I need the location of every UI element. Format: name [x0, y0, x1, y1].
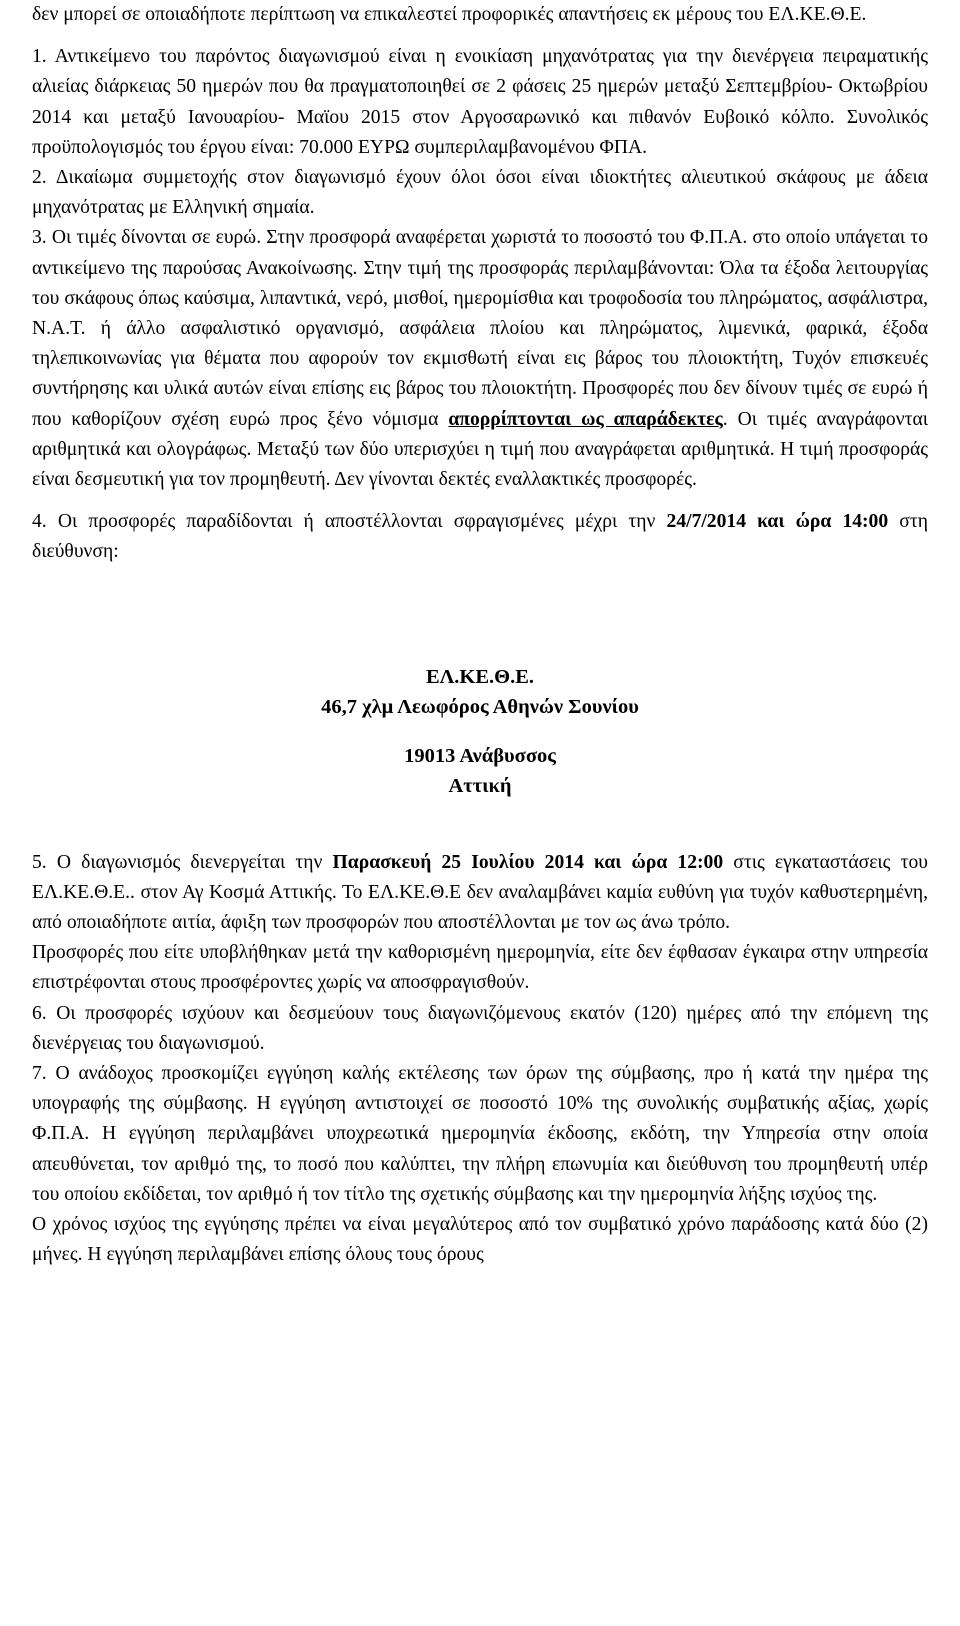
clause-4-submission [32, 507, 928, 567]
clause-5-datetime: Παρασκευή 25 Ιουλίου 2014 και ώρα 12:00 [332, 851, 724, 873]
clause-1-subject: 1. Αντικείμενο του παρόντος διαγωνισμού είναι η ενοικίαση μηχανότρατας για την διενέργεια πειραματικής αλιείας διάρκειας 50 ημερών που θα πραγματοποιηθεί σε 2 φάσεις 25 ημερών μεταξύ Σεπτεμβρίου- Οκτωβρίου 2014 και μεταξύ Ιανουαρίου- Μαϊου 2015 στον Αργοσαρωνικό και πιθανόν Ευβοικό κόλπο. Συνολικός προϋπολογισμός του έργου είναι: 70.000 ΕΥΡΩ συμπεριλαμβανομένου ΦΠΑ. [32, 46, 928, 158]
address-region: Αττική [448, 774, 512, 797]
clause-2-eligibility: 2. Δικαίωμα συμμετοχής στον διαγωνισμό έχουν όλοι όσοι είναι ιδιοκτήτες αλιευτικού σκάφους με άδεια μηχανότρατας με Ελληνική σημαία. [32, 167, 928, 219]
intro-paragraph: δεν μπορεί σε οποιαδήποτε περίπτωση να επικαλεστεί προφορικές απαντήσεις εκ μέρους του ΕΛ.ΚΕ.Θ.Ε. [32, 4, 867, 25]
clause-5-tender-date [32, 848, 928, 939]
clause-6-validity: 6. Οι προσφορές ισχύουν και δεσμεύουν τους διαγωνιζόμενους εκατόν (120) ημέρες από την επόμενη της διενέργειας του διαγωνισμού. [32, 1002, 928, 1054]
clause-5-text-b: στις εγκαταστάσεις του ΕΛ.ΚΕ.Θ.Ε.. στον Αγ Κοσμά Αττικής. Το ΕΛ.ΚΕ.Θ.Ε δεν αναλαμβάνει καμία ευθύνη για τυχόν καθυστερημένη, από οποιαδήποτε αιτία, άφιξη των προσφορών που αποστέλλονται με τον ως άνω τρόπο. [32, 851, 928, 934]
clause-3-prices [32, 223, 928, 495]
submission-address [32, 662, 928, 801]
address-street: 46,7 χλμ Λεωφόρος Αθηνών Σουνίου [321, 695, 639, 718]
address-postcode-city: 19013 Ανάβυσσος [404, 744, 556, 767]
clause-3-rejection-emphasis: απορρίπτονται ως απαράδεκτες [448, 408, 723, 430]
clause-3-text-a: 3. Οι τιμές δίνονται σε ευρώ. Στην προσφορά αναφέρεται χωριστά το ποσοστό του Φ.Π.Α. στο οποίο υπάγεται το αντικείμενο της παρούσας Ανακοίνωσης. Στην τιμή της προσφοράς περιλαμβάνονται: Όλα τα έξοδα λειτουργίας του σκάφους όπως καύσιμα, λιπαντικά, νερό, μισθοί, ημερομίσθια και τροφοδοσία του πληρώματος, ασφάλιστρα, Ν.Α.Τ. ή άλλο ασφαλιστικό οργανισμό, ασφάλεια πλοίου και πληρώματος, λιμενικά, φαρικά, έξοδα τηλεπικοινωνίας για θέματα που αφορούν τον εκμισθωτή είναι εις βάρος του πλοιοκτήτη, Τυχόν επισκευές συντήρησης και υλικά αυτών είναι επίσης εις βάρος του πλοιοκτήτη. Προσφορές που δεν δίνουν τιμές σε ευρώ ή που καθορίζουν σχέση ευρώ προς ξένο νόμισμα [32, 227, 928, 430]
clause-4-deadline: 24/7/2014 και ώρα 14:00 [666, 511, 889, 533]
clause-5-text-a: 5. Ο διαγωνισμός διενεργείται την [32, 851, 333, 873]
late-offers-paragraph: Προσφορές που είτε υποβλήθηκαν μετά την καθορισμένη ημερομηνία, είτε δεν έφθασαν έγκαιρα στην υπηρεσία επιστρέφονται στους προσφέροντες χωρίς να αποσφραγισθούν. [32, 942, 928, 994]
address-organization: ΕΛ.ΚΕ.Θ.Ε. [425, 665, 535, 688]
clause-4-text-b: στη διεύθυνση: [32, 511, 928, 563]
guarantee-duration-paragraph: Ο χρόνος ισχύος της εγγύησης πρέπει να είναι μεγαλύτερος από τον συμβατικό χρόνο παράδοσης κατά δύο (2) μήνες. Η εγγύηση περιλαμβάνει επίσης όλους τους όρους [32, 1214, 928, 1266]
document-page [32, 0, 928, 1271]
clause-7-guarantee: 7. Ο ανάδοχος προσκομίζει εγγύηση καλής εκτέλεσης των όρων της σύμβασης, προ ή κατά την ημέρα της υπογραφής της σύμβασης. Η εγγύηση αντιστοιχεί σε ποσοστό 10% της συνολικής συμβατικής αξίας, χωρίς Φ.Π.Α. Η εγγύηση περιλαμβάνει υποχρεωτικά ημερομηνία έκδοσης, εκδότη, την Υπηρεσία στην οποία απευθύνεται, τον αριθμό της, το ποσό που καλύπτει, την πλήρη επωνυμία και διεύθυνση του προμηθευτή υπέρ του οποίου εκδίδεται, τον αριθμό ή τον τίτλο της σχετικής σύμβασης και την ημερομηνία λήξης ισχύος της. [32, 1063, 928, 1205]
clause-4-text-a: 4. Οι προσφορές παραδίδονται ή αποστέλλονται σφραγισμένες μέχρι την [32, 511, 667, 533]
clause-3-text-b: . Οι τιμές αναγράφονται αριθμητικά και ολογράφως. Μεταξύ των δύο υπερισχύει η τιμή που αναγράφεται αριθμητικά. Η τιμή προσφοράς είναι δεσμευτική για τον προμηθευτή. Δεν γίνονται δεκτές εναλλακτικές προσφορές. [32, 408, 928, 491]
